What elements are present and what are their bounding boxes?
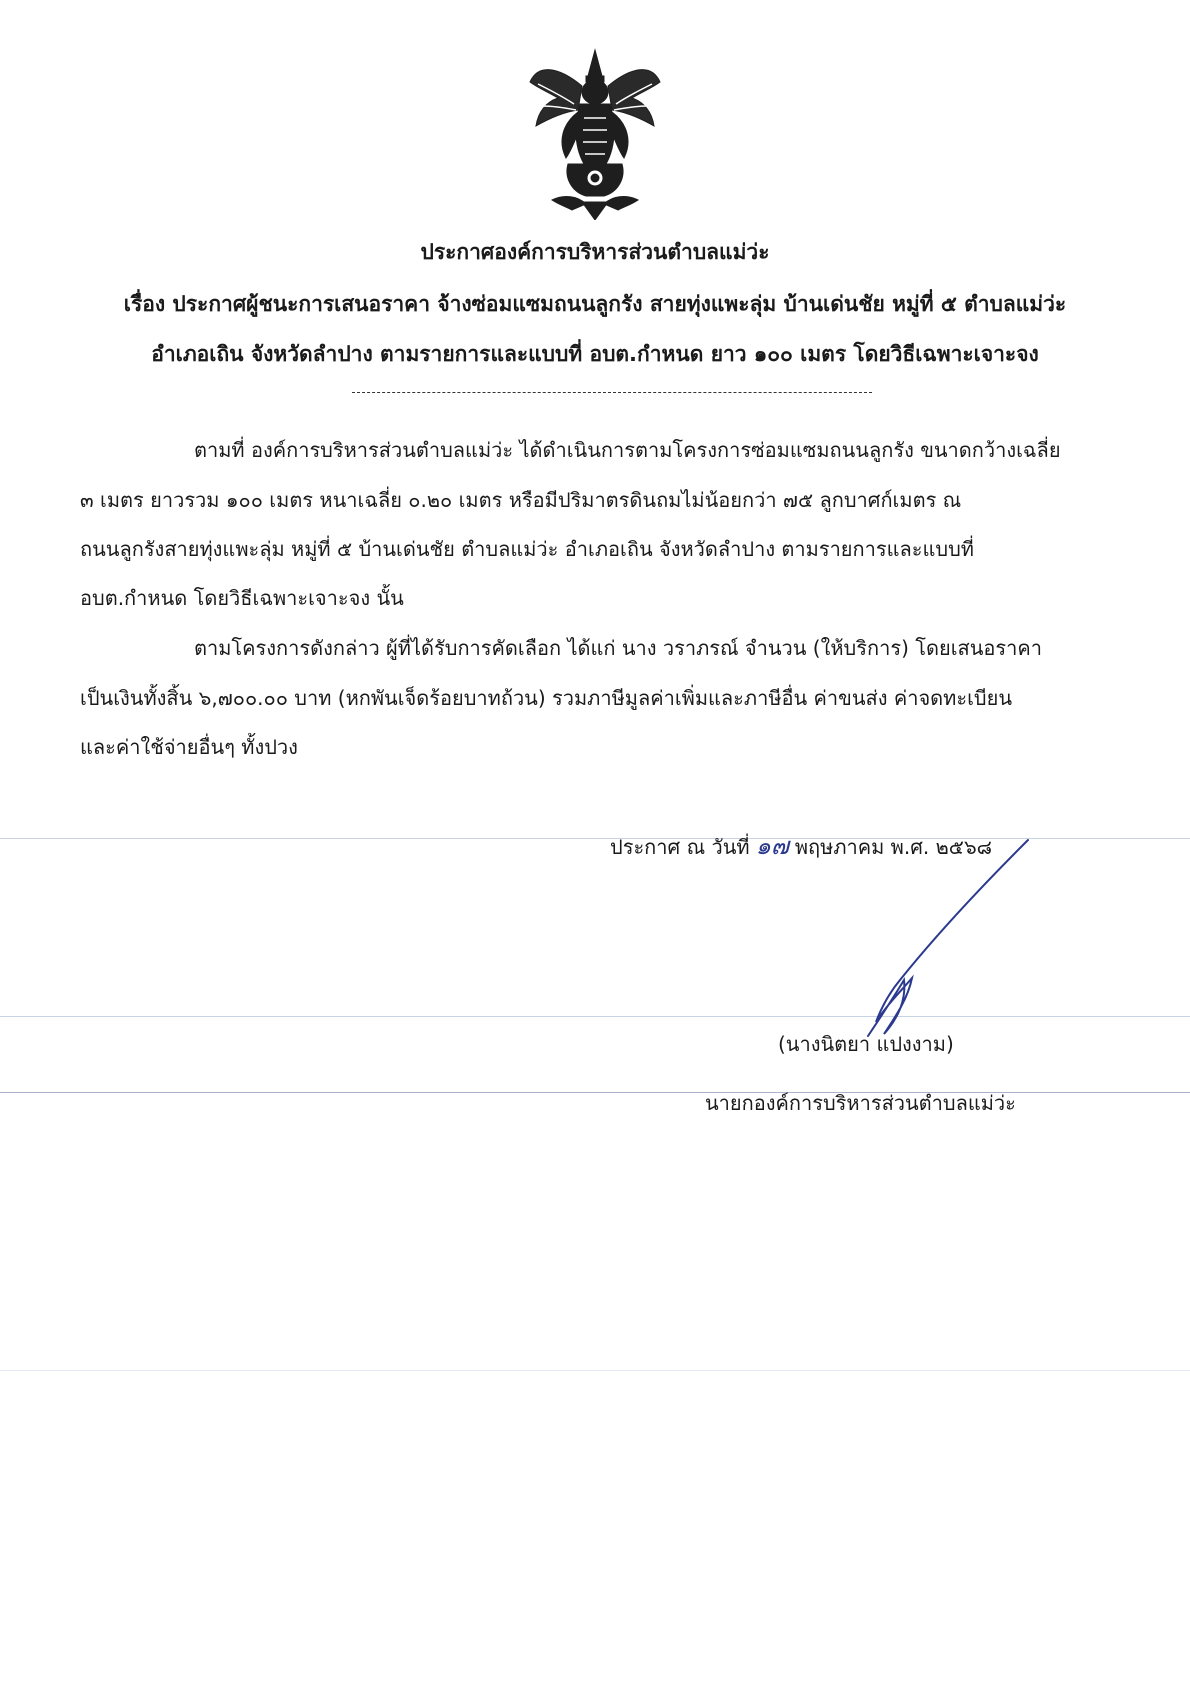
garuda-emblem-icon — [528, 46, 662, 220]
signer-position: นายกองค์การบริหารส่วนตำบลแม่ว่ะ — [705, 1091, 1016, 1115]
scan-artifact-line — [0, 1370, 1190, 1371]
body-line: และค่าใช้จ่ายอื่นๆ ทั้งปวง — [80, 735, 298, 759]
subject-line-1: เรื่อง ประกาศผู้ชนะการเสนอราคา จ้างซ่อมแซมถนนลูกรัง สายทุ่งแพะลุ่ม บ้านเด่นชัย หมู่ที่ ๕ ตำบลแม่ว่ะ — [123, 292, 1067, 316]
body-line: ตามโครงการดังกล่าว ผู้ที่ได้รับการคัดเลือก ได้แก่ นาง วราภรณ์ จำนวน (ให้บริการ) โดยเสนอราคา — [194, 636, 1042, 660]
handwritten-signature — [800, 830, 1040, 1060]
subject-line-2: อำเภอเถิน จังหวัดลำปาง ตามรายการและแบบที่ อบต.กำหนด ยาว ๑๐๐ เมตร โดยวิธีเฉพาะเจาะจง — [151, 342, 1039, 366]
body-line: ตามที่ องค์การบริหารส่วนตำบลแม่ว่ะ ได้ดำเนินการตามโครงการซ่อมแซมถนนลูกรัง ขนาดกว้างเฉลี่ย — [194, 438, 1061, 462]
date-day-handwritten: ๑๗ — [755, 832, 789, 860]
date-suffix: พฤษภาคม พ.ศ. ๒๕๖๘ — [794, 835, 993, 859]
body-line: ๓ เมตร ยาวรวม ๑๐๐ เมตร หนาเฉลี่ย ๐.๒๐ เมตร หรือมีปริมาตรดินถมไม่น้อยกว่า ๗๕ ลูกบาศก์เมตร ณ — [80, 488, 962, 512]
separator-line — [352, 392, 872, 393]
body-line: อบต.กำหนด โดยวิธีเฉพาะเจาะจง นั้น — [80, 586, 404, 610]
announcement-title: ประกาศองค์การบริหารส่วนตำบลแม่ว่ะ — [420, 240, 770, 264]
body-line: ถนนลูกรังสายทุ่งแพะลุ่ม หมู่ที่ ๕ บ้านเด่นชัย ตำบลแม่ว่ะ อำเภอเถิน จังหวัดลำปาง ตามรายการและแบบที่ — [80, 537, 974, 561]
date-prefix: ประกาศ ณ วันที่ — [610, 835, 750, 859]
body-line: เป็นเงินทั้งสิ้น ๖,๗๐๐.๐๐ บาท (หกพันเจ็ดร้อยบาทถ้วน) รวมภาษีมูลค่าเพิ่มและภาษีอื่น ค่าขนส่ง ค่าจดทะเบียน — [80, 686, 1012, 710]
signer-name: (นางนิตยา แปงงาม) — [778, 1032, 954, 1056]
